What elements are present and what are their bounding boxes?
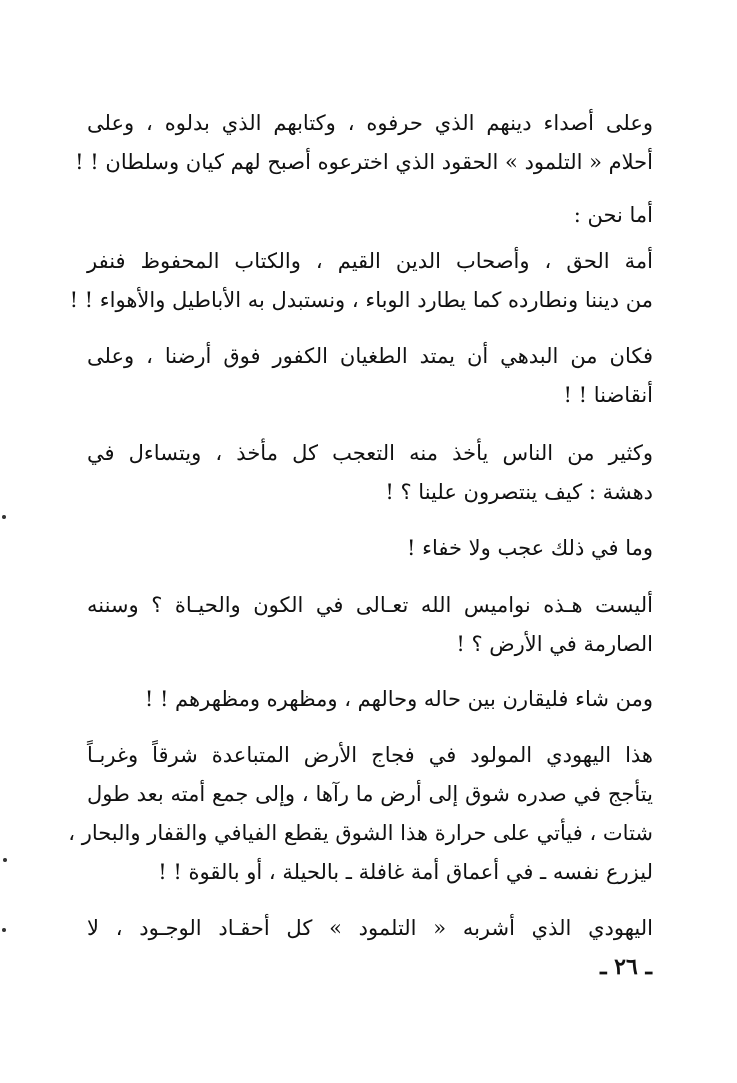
text-line-8: وكثير من الناس يأخذ منه التعجب كل مأخذ ، ويتساءل في [87, 441, 653, 465]
text-line-11: أليست هـذه نواميس الله تعـالى في الكون والحيـاة ؟ وسننه [87, 593, 653, 617]
scan-speck [2, 515, 6, 519]
text-line-10: وما في ذلك عجب ولا خفاء ! [407, 536, 653, 560]
text-line-2: أحلام « التلمود » الحقود الذي اخترعوه أصبح لهم كيان وسلطان ! ! [75, 150, 653, 174]
page-number: ـ ٢٦ ـ [600, 954, 652, 980]
scan-speck [3, 858, 7, 862]
text-line-14: هذا اليهودي المولود في فجاج الأرض المتباعدة شرقاً وغربـاً [87, 743, 653, 767]
text-line-18: اليهودي الذي أشربه « التلمود » كل أحقـاد الوجـود ، لا [87, 916, 653, 940]
text-line-16: شتات ، فيأتي على حرارة هذا الشوق يقطع الفيافي والقفار والبحار ، [68, 821, 653, 845]
text-line-3: أما نحن : [573, 203, 653, 227]
scan-speck [2, 928, 6, 932]
text-line-15: يتأجج في صدره شوق إلى أرض ما رآها ، وإلى جمع أمته بعد طول [87, 782, 653, 806]
text-line-13: ومن شاء فليقارن بين حاله وحالهم ، ومظهره ومظهرهم ! ! [144, 687, 653, 711]
text-line-6: فكان من البدهي أن يمتد الطغيان الكفور فوق أرضنا ، وعلى [87, 344, 653, 368]
text-line-12: الصارمة في الأرض ؟ ! [456, 632, 653, 656]
text-line-1: وعلى أصداء دينهم الذي حرفوه ، وكتابهم الذي بدلوه ، وعلى [87, 111, 653, 135]
text-line-5: من ديننا ونطارده كما يطارد الوباء ، ونستبدل به الأباطيل والأهواء ! ! [69, 288, 653, 312]
text-line-4: أمة الحق ، وأصحاب الدين القيم ، والكتاب المحفوظ فنفر [87, 249, 653, 273]
text-line-7: أنقاضنا ! ! [563, 383, 653, 407]
text-line-9: دهشة : كيف ينتصرون علينا ؟ ! [385, 480, 653, 504]
text-line-17: ليزرع نفسه ـ في أعماق أمة غافلة ـ بالحيلة ، أو بالقوة ! ! [158, 860, 653, 884]
